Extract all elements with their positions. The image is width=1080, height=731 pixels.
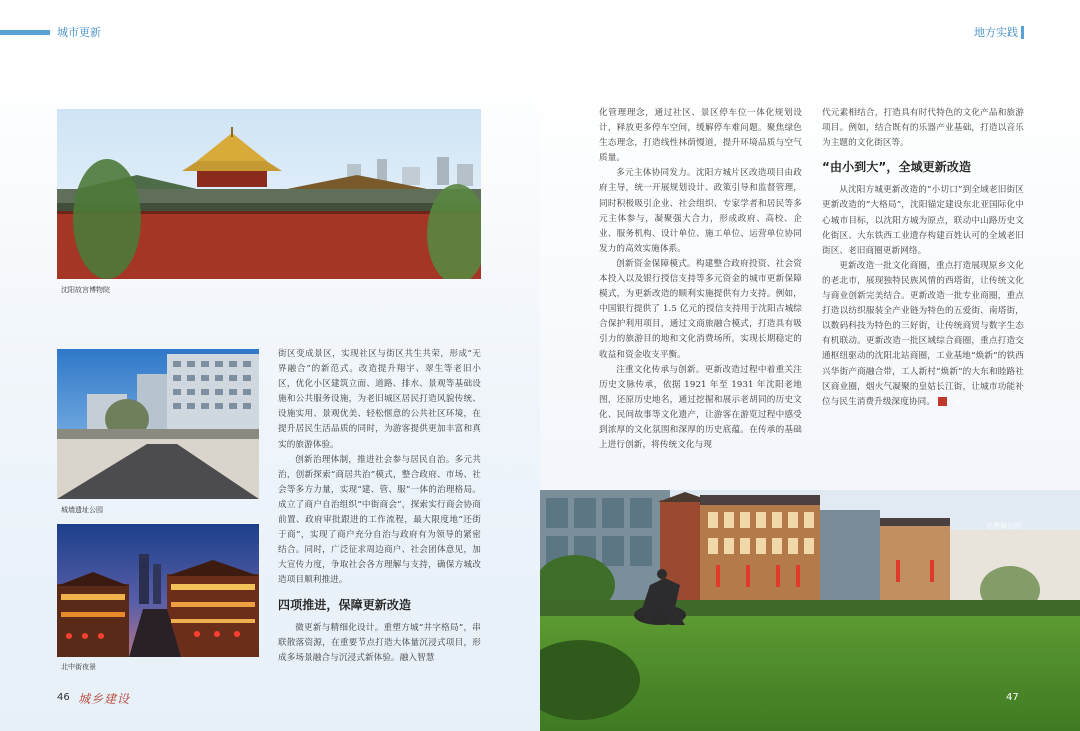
text-column-2 — [599, 106, 802, 453]
plaza-caption: 北塔城公园 — [986, 522, 1021, 530]
col3-paragraph-0: 代元素相结合，打造具有时代特色的文化产品和旅游项目。例如，结合既有的乐器产业基础，打造以音乐为主题的文化街区等。 — [822, 108, 1024, 149]
citywall-photo — [57, 349, 259, 499]
text-column-3 — [822, 106, 1024, 410]
text-column-1 — [278, 347, 481, 666]
header-accent-bar-right — [1021, 26, 1024, 39]
col2-paragraph-1: 多元主体协同发力。沈阳方城片区改造项目由政府主导，统一开展规划设计、政策引导和监督管理，同时积极吸引企业、社会组织、专家学者和居民等多元主体参与，凝聚强大合力，形成政府、高校、企业、服务机构、设计单位、施工单位、运营单位协同发力的高效实施体系。 — [599, 168, 802, 254]
col2-paragraph-2: 创新资金保障模式。构建整合政府投资、社会资本投入以及银行授信支持等多元资金的城市更新保障模式，为更新改造的顺利实施提供有力支持。例如，中国银行提供了 1.5 亿元的授信支持用于沈阳古城综合保护利用项目，通过文商旅融合模式，打造具有吸引力的旅游目的地和文化消费场所，实现长期稳定的收益和资金收支平衡。 — [599, 258, 802, 360]
night-street-photo — [57, 524, 259, 657]
col1-heading: 四项推进，保障更新改造 — [278, 597, 412, 612]
col1-paragraph-1: 街区变成景区，实现社区与街区共生共荣，形成“无界融合”的新范式。改造提升翔宇、翠生等老旧小区，优化小区建筑立面、道路、排水、景观等基础设施和公共服务设施，为老旧城区居民打造风貌传统、设施实用、景观优美、轻松惬意的公共社区环境，在提升居民生活品质的同时，为游客提供更加丰富和真实的旅游体验。 — [278, 349, 481, 450]
col2-paragraph-3: 注重文化传承与创新。更新改造过程中着重关注历史文脉传承，依据 1921 年至 1931 年沈阳老地图，还原历史地名，通过挖掘和展示老胡同的历史文化、民间故事等文化遗产，让游客在游览过程中感受到浓厚的文化氛围和深厚的历史底蕴。在传承的基础上进行创新，将传统文化与现 — [599, 364, 802, 451]
col3-paragraph-1: 从沈阳方城更新改造的“小切口”到全域老旧街区更新改造的“大格局”，沈阳锚定建设东北亚国际化中心城市目标，以沈阳方城为原点，联动中山路历史文化街区、大东铁西工业遗存构建百姓认可的全域老旧街区、老旧商圈更新网络。 — [822, 185, 1024, 256]
col1-paragraph-2: 创新治理体制，推进社会参与居民自治。多元共治，创新探索“商居共治”模式，整合政府、市场、社会等多方力量，实现“建、管、服”一体的治理格局。成立了商户自治组织“中街商会”，探索实行商会协商前置、政府审批跟进的工作流程，最大限度地“还街于商”，实现了商户充分自治与政府有为领导的紧密结合。同时，广泛征求周边商户、社会团体意见，加大宣传力度，争取社会各方理解与支持，确保方城改造项目顺利推进。 — [278, 454, 481, 586]
header-accent-bar-left — [0, 30, 50, 35]
magazine-title: 城乡建设 — [78, 692, 131, 706]
article-end-mark: ix — [938, 397, 947, 406]
night-street-caption: 北中街夜景 — [61, 663, 96, 671]
section-title-left: 城市更新 — [57, 26, 101, 39]
col1-paragraph-3: 微更新与精细化设计。重塑方城“井字格局”，串联散落资源，在重要节点打造大体量沉浸式项目，形成多场景融合与沉浸式新体验。融入智慧 — [278, 622, 481, 663]
page-number-right: 47 — [1006, 692, 1019, 703]
palace-photo — [57, 109, 481, 279]
page-number-left: 46 — [57, 692, 70, 703]
col3-heading: “由小到大”，全域更新改造 — [822, 160, 972, 175]
citywall-caption: 城墙遗址公园 — [61, 506, 103, 514]
section-title-right: 地方实践 — [974, 26, 1018, 39]
palace-caption: 沈阳故宫博物院 — [61, 286, 110, 294]
col3-paragraph-2-text: 更新改造一批文化商圈，重点打造展现原乡文化的老北市，展现独特民族风情的西塔街，让传统文化与商业创新完美结合。更新改造一批专业商圈，重点打造以纺织服装全产业链为特色的五爱街、南塔街，以数码科技为特色的三好街，让传统商贸与数字生态有机联动。更新改造一批区域综合商圈，重点打造交通枢纽驱动的沈阳北站商圈，工业基地“焕新”的铁西兴华街产商融合带，工人新村“焕新”的大东和睦路社区商业圈，烟火气凝聚的皇姑长江街，让城市功能补位与民生消费升级深度协同。 — [822, 260, 1024, 407]
col2-paragraph-0: 化管理理念，通过社区、景区停车位一体化规划设计，释放更多停车空间，缓解停车难问题。聚焦绿色生态理念，打造线性林荫慢道，提升环境品质与空气质量。 — [599, 108, 802, 164]
col3-paragraph-2 — [822, 259, 1024, 410]
